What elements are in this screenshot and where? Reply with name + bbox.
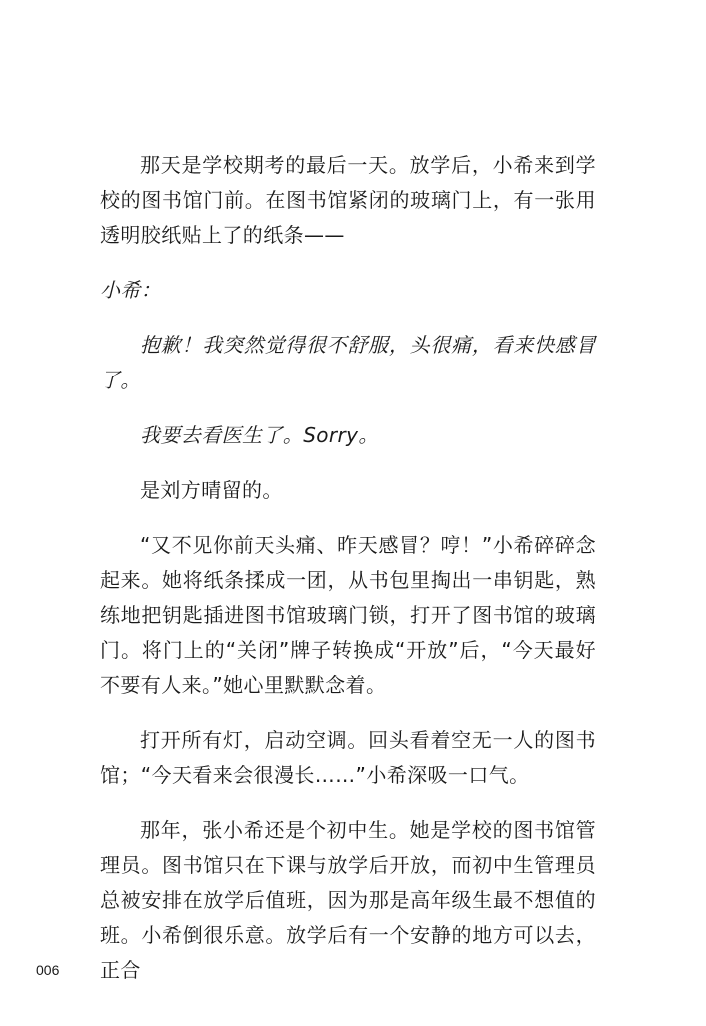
note-salutation: 小希： <box>100 278 162 302</box>
page-body <box>100 148 596 1008</box>
paragraph: 打开所有灯，启动空调。回头看着空无一人的图书馆；“今天看来会很漫长……”小希深吸一口气。 <box>100 728 596 787</box>
page-number: 006 <box>36 962 60 978</box>
paragraph: “又不见你前天头痛、昨天感冒？哼！”小希碎碎念起来。她将纸条揉成一团，从书包里掏出一串钥匙，熟练地把钥匙插进图书馆玻璃门锁，打开了图书馆的玻璃门。将门上的“关闭”牌子转换成“开放”后，“今天最好不要有人来。”她心里默默念着。 <box>100 533 596 697</box>
paragraph: 那天是学校期考的最后一天。放学后，小希来到学校的图书馆门前。在图书馆紧闭的玻璃门上，有一张用透明胶纸贴上了的纸条—— <box>100 153 596 247</box>
paragraph: 那年，张小希还是个初中生。她是学校的图书馆管理员。图书馆只在下课与放学后开放，而初中生管理员总被安排在放学后值班，因为那是高年级生最不想值的班。小希倒很乐意。放学后有一个安静的地方可以去，正合 <box>100 818 596 982</box>
note-line: 抱歉！我突然觉得很不舒服，头很痛，看来快感冒了。 <box>100 333 596 392</box>
paragraph: 是刘方晴留的。 <box>140 478 283 502</box>
note-line: 我要去看医生了。Sorry。 <box>140 423 379 447</box>
